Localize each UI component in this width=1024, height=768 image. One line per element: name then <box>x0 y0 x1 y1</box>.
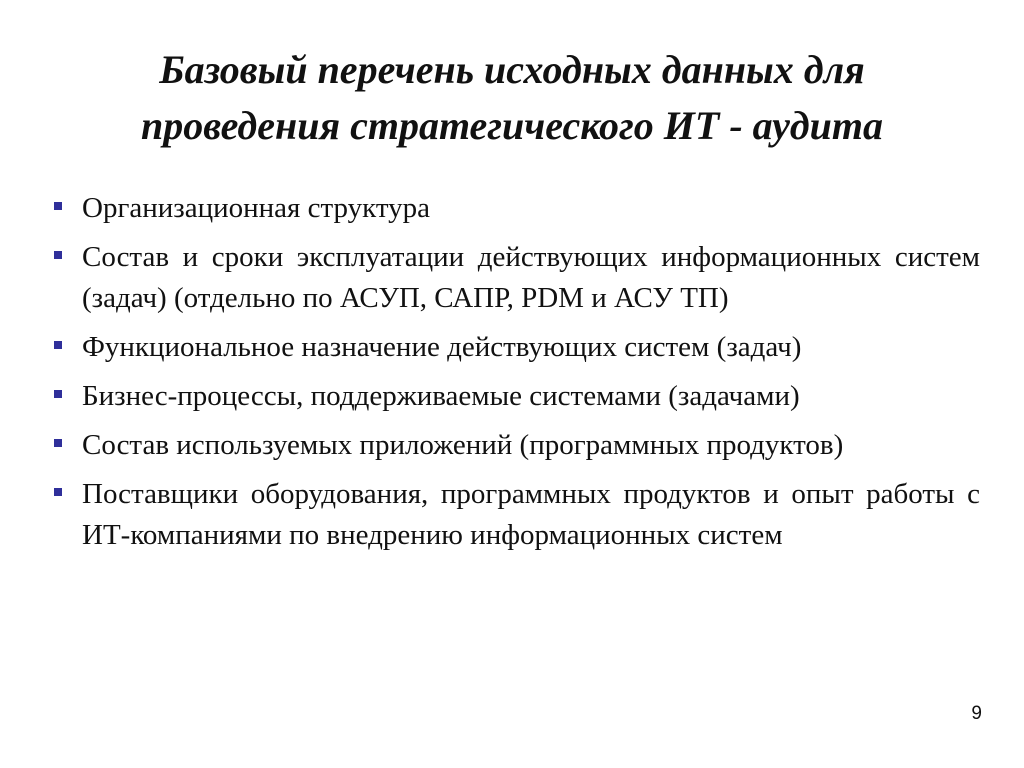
bullet-item <box>54 237 980 319</box>
bullet-item <box>54 327 980 368</box>
square-bullet-icon <box>54 202 62 210</box>
slide-title: Базовый перечень исходных данных для проведения стратегического ИТ - аудита <box>141 47 883 148</box>
bullet-item <box>54 425 980 466</box>
bullet-text: Организационная структура <box>82 192 430 224</box>
bullet-item <box>54 376 980 417</box>
bullet-text: Состав и сроки эксплуатации действующих информационных систем (задач) (отдельно по АСУП, САПР, PDM и АСУ ТП) <box>82 241 980 314</box>
square-bullet-icon <box>54 390 62 398</box>
bullet-text: Функциональное назначение действующих систем (задач) <box>82 331 802 363</box>
bullet-item <box>54 188 980 229</box>
bullet-item <box>54 474 980 556</box>
bullet-text: Поставщики оборудования, программных продуктов и опыт работы с ИТ-компаниями по внедрению информационных систем <box>82 478 980 551</box>
square-bullet-icon <box>54 439 62 447</box>
bullet-text: Состав используемых приложений (программных продуктов) <box>82 429 844 461</box>
square-bullet-icon <box>54 488 62 496</box>
bullet-text: Бизнес-процессы, поддерживаемые системами (задачами) <box>82 380 800 412</box>
square-bullet-icon <box>54 341 62 349</box>
square-bullet-icon <box>54 251 62 259</box>
bullet-list <box>54 188 980 564</box>
page-number: 9 <box>971 703 982 724</box>
